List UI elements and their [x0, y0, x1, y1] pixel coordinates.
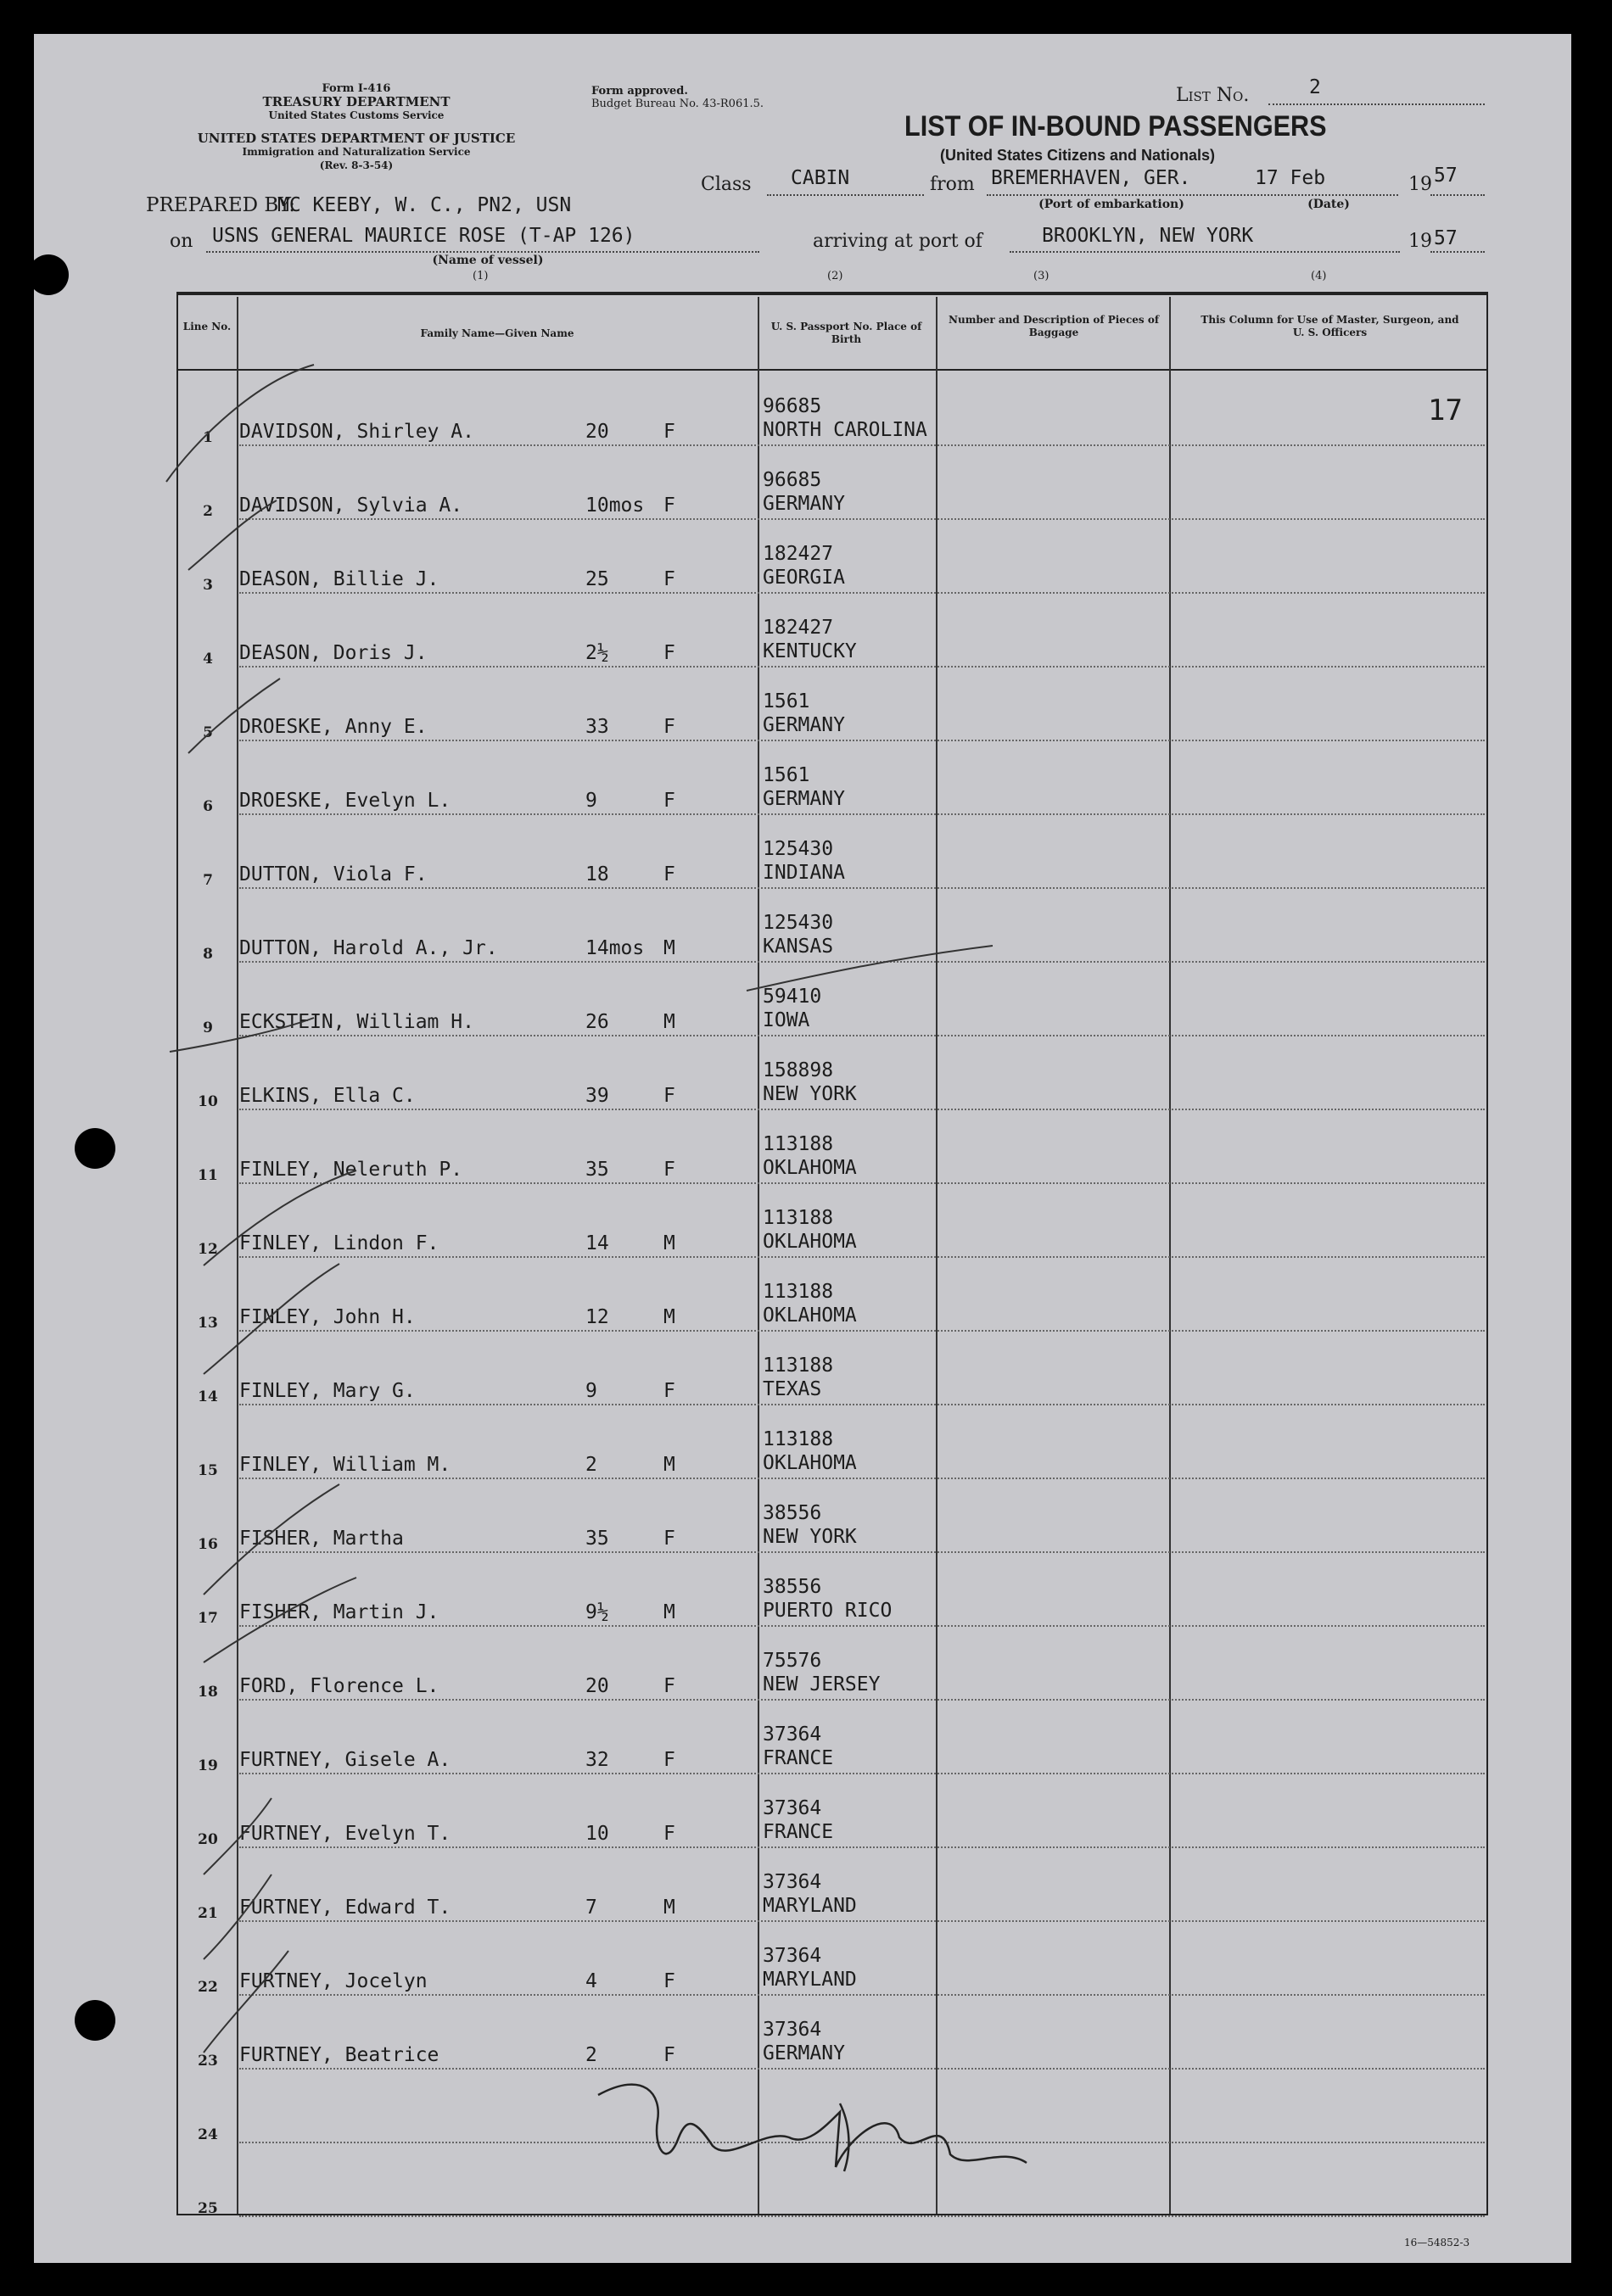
row-rule: [239, 1773, 1485, 1774]
row-rule: [239, 1625, 1485, 1627]
punch-hole-top: [28, 254, 69, 295]
rev-line: (Rev. 8-3-54): [319, 159, 394, 171]
year-prefix-1: 19: [1408, 174, 1432, 195]
passport-number: 125430: [763, 838, 834, 860]
line-number: 9: [203, 1020, 213, 1036]
passenger-sex: F: [663, 568, 675, 590]
birthplace: IOWA: [763, 1009, 810, 1031]
table-row: [0, 464, 1612, 538]
row-rule: [239, 813, 1485, 815]
table-row: [0, 538, 1612, 612]
vessel-caption: (Name of vessel): [432, 254, 544, 267]
document-subtitle: (United States Citizens and Nationals): [940, 147, 1216, 164]
print-code: 16—54852-3: [1404, 2237, 1470, 2249]
passenger-sex: F: [663, 1085, 675, 1107]
passenger-name: DAVIDSON, Shirley A.: [239, 421, 474, 443]
birthplace: PUERTO RICO: [763, 1600, 893, 1622]
passenger-age: 4: [585, 1970, 597, 1992]
passenger-age: 26: [585, 1011, 609, 1033]
passenger-age: 35: [585, 1528, 609, 1550]
passenger-name: FINLEY, John H.: [239, 1306, 416, 1328]
passenger-sex: M: [663, 1454, 675, 1476]
passenger-age: 9: [585, 790, 597, 812]
list-no-label: List No.: [1176, 85, 1250, 106]
table-row: [0, 907, 1612, 980]
passenger-age: 18: [585, 863, 609, 885]
year-value-1: 57: [1434, 165, 1458, 187]
line-number: 8: [203, 946, 213, 963]
line-number: 12: [198, 1241, 218, 1258]
birthplace: OKLAHOMA: [763, 1157, 857, 1179]
passenger-age: 32: [585, 1749, 609, 1771]
table-row: [0, 1423, 1612, 1497]
passenger-age: 2½: [585, 642, 609, 664]
row-rule: [239, 2068, 1485, 2070]
line-number: 6: [203, 798, 213, 815]
year-line-2: [1430, 251, 1485, 253]
table-row: [0, 2161, 1612, 2235]
form-approved: Form approved.: [591, 85, 688, 98]
passenger-age: 20: [585, 421, 609, 443]
table-row: [0, 1792, 1612, 1866]
line-number: 22: [198, 1979, 218, 1996]
year-prefix-2: 19: [1408, 231, 1432, 252]
row-rule: [239, 1109, 1485, 1110]
on-label: on: [170, 231, 193, 252]
passenger-name: FINLEY, Lindon F.: [239, 1232, 439, 1254]
row-rule: [239, 1551, 1485, 1553]
passenger-sex: M: [663, 1897, 675, 1919]
passenger-age: 33: [585, 716, 609, 738]
prepared-by-label: PREPARED BY:: [146, 194, 296, 216]
passenger-name: DEASON, Billie J.: [239, 568, 439, 590]
passport-number: 37364: [763, 2019, 822, 2041]
table-row: [0, 1497, 1612, 1571]
passenger-age: 14: [585, 1232, 609, 1254]
line-number: 20: [198, 1831, 218, 1848]
passenger-sex: F: [663, 1528, 675, 1550]
line-number: 24: [198, 2126, 218, 2143]
customs-line: United States Customs Service: [268, 109, 445, 121]
birthplace: TEXAS: [763, 1378, 822, 1400]
passenger-age: 12: [585, 1306, 609, 1328]
document-title: LIST OF IN-BOUND PASSENGERS: [904, 110, 1327, 142]
doj-line: UNITED STATES DEPARTMENT OF JUSTICE: [197, 131, 516, 146]
passenger-sex: F: [663, 1749, 675, 1771]
passenger-age: 35: [585, 1159, 609, 1181]
passenger-age: 14mos: [585, 937, 645, 959]
birthplace: FRANCE: [763, 1821, 834, 1843]
passenger-sex: F: [663, 494, 675, 517]
row-rule: [239, 1035, 1485, 1036]
passenger-age: 2: [585, 1454, 597, 1476]
birthplace: MARYLAND: [763, 1895, 857, 1917]
row-rule: [239, 740, 1485, 741]
row-rule: [239, 1994, 1485, 1996]
passenger-name: FURTNEY, Edward T.: [239, 1897, 451, 1919]
column-number-1: (1): [473, 270, 489, 282]
passenger-age: 20: [585, 1675, 609, 1697]
passport-number: 182427: [763, 617, 834, 639]
passport-number: 113188: [763, 1133, 834, 1155]
line-number: 13: [198, 1315, 218, 1332]
list-no-line: [1268, 103, 1485, 105]
row-rule: [239, 1699, 1485, 1701]
birthplace: KENTUCKY: [763, 640, 857, 662]
line-number: 15: [198, 1462, 218, 1479]
passenger-sex: F: [663, 1159, 675, 1181]
line-number: 23: [198, 2053, 218, 2070]
birthplace: GERMANY: [763, 493, 845, 515]
passport-number: 37364: [763, 1723, 822, 1746]
passenger-sex: F: [663, 1823, 675, 1845]
passenger-sex: F: [663, 1970, 675, 1992]
passenger-sex: M: [663, 1232, 675, 1254]
table-row: [0, 685, 1612, 759]
row-rule: [239, 887, 1485, 889]
passport-number: 59410: [763, 986, 822, 1008]
line-number: 14: [198, 1388, 218, 1405]
table-top-rule: [176, 292, 1488, 295]
header-officers: This Column for Use of Master, Surgeon, and U. S. Officers: [1201, 314, 1459, 338]
birthplace: NEW YORK: [763, 1083, 857, 1105]
line-number: 10: [198, 1093, 218, 1110]
class-label: Class: [701, 174, 752, 195]
table-row: [0, 1202, 1612, 1276]
passenger-sex: M: [663, 1011, 675, 1033]
row-rule: [239, 1404, 1485, 1405]
passport-number: 125430: [763, 912, 834, 934]
from-line: [987, 194, 1398, 196]
passenger-age: 2: [585, 2044, 597, 2066]
passenger-sex: M: [663, 937, 675, 959]
passenger-sex: M: [663, 1306, 675, 1328]
passenger-sex: F: [663, 1380, 675, 1402]
table-row: [0, 1276, 1612, 1349]
table-row: [0, 980, 1612, 1054]
row-rule: [239, 592, 1485, 594]
passenger-sex: F: [663, 642, 675, 664]
birthplace: FRANCE: [763, 1747, 834, 1769]
table-row: [0, 1866, 1612, 1940]
passport-number: 38556: [763, 1576, 822, 1598]
table-row: [0, 1571, 1612, 1645]
passenger-name: FINLEY, Mary G.: [239, 1380, 416, 1402]
passenger-age: 39: [585, 1085, 609, 1107]
passport-number: 113188: [763, 1207, 834, 1229]
passport-number: 37364: [763, 1871, 822, 1893]
prepared-by-value: MC KEEBY, W. C., PN2, USN: [277, 194, 572, 216]
row-rule: [239, 2215, 1485, 2217]
arriving-label: arriving at port of: [813, 231, 982, 252]
ins-line: Immigration and Naturalization Service: [242, 146, 471, 158]
passenger-name: FISHER, Martin J.: [239, 1601, 439, 1623]
line-number: 17: [198, 1610, 218, 1627]
passport-number: 182427: [763, 543, 834, 565]
passport-number: 96685: [763, 395, 822, 417]
passenger-sex: F: [663, 790, 675, 812]
table-row: [0, 1718, 1612, 1792]
birthplace: OKLAHOMA: [763, 1304, 857, 1327]
column-number-4: (4): [1311, 270, 1327, 282]
passport-number: 96685: [763, 469, 822, 491]
row-rule: [239, 1182, 1485, 1184]
birthplace: OKLAHOMA: [763, 1231, 857, 1253]
line-number: 19: [198, 1757, 218, 1774]
embarkation-date-value: 17 Feb: [1255, 167, 1326, 189]
column-number-2: (2): [827, 270, 843, 282]
line-number: 11: [198, 1167, 218, 1184]
passport-number: 113188: [763, 1355, 834, 1377]
birthplace: OKLAHOMA: [763, 1452, 857, 1474]
passenger-age: 9: [585, 1380, 597, 1402]
birthplace: GERMANY: [763, 2042, 845, 2064]
line-number: 5: [203, 724, 213, 741]
passenger-name: FURTNEY, Evelyn T.: [239, 1823, 451, 1845]
vessel-line: [206, 251, 759, 253]
passenger-name: FINLEY, Neleruth P.: [239, 1159, 463, 1181]
passenger-name: FURTNEY, Jocelyn: [239, 1970, 428, 1992]
table-row: [0, 612, 1612, 685]
table-row: [0, 2014, 1612, 2087]
passenger-name: FISHER, Martha: [239, 1528, 404, 1550]
line-number: 4: [203, 651, 213, 668]
header-name: Family Name—Given Name: [420, 327, 574, 339]
passenger-name: ELKINS, Ella C.: [239, 1085, 416, 1107]
passport-number: 113188: [763, 1428, 834, 1450]
passenger-sex: F: [663, 716, 675, 738]
line-number: 3: [203, 577, 213, 594]
passenger-age: 7: [585, 1897, 597, 1919]
passenger-sex: F: [663, 1675, 675, 1697]
year-value-2: 57: [1434, 227, 1458, 249]
header-baggage: Number and Description of Pieces of Baggage: [949, 314, 1159, 338]
passenger-sex: M: [663, 1601, 675, 1623]
row-rule: [239, 518, 1485, 520]
row-rule: [239, 1330, 1485, 1332]
row-rule: [239, 1920, 1485, 1922]
passenger-name: FURTNEY, Beatrice: [239, 2044, 439, 2066]
embarkation-caption: (Port of embarkation): [1038, 198, 1184, 211]
arrival-port-value: BROOKLYN, NEW YORK: [1042, 225, 1254, 247]
from-label: from: [930, 174, 975, 195]
port-line: [1010, 251, 1400, 253]
passenger-sex: F: [663, 421, 675, 443]
officer-note: 17: [1428, 394, 1463, 427]
passport-number: 1561: [763, 690, 810, 712]
passenger-age: 25: [585, 568, 609, 590]
class-line: [767, 194, 924, 196]
birthplace: MARYLAND: [763, 1969, 857, 1991]
row-rule: [239, 444, 1485, 446]
header-line-no: Line No.: [182, 321, 232, 332]
row-rule: [239, 2142, 1485, 2143]
passport-number: 37364: [763, 1945, 822, 1967]
row-rule: [239, 1256, 1485, 1258]
birthplace: NORTH CAROLINA: [763, 419, 927, 441]
budget-bureau: Budget Bureau No. 43-R061.5.: [591, 98, 764, 110]
passenger-sex: F: [663, 863, 675, 885]
passport-number: 75576: [763, 1650, 822, 1672]
table-row: [0, 1054, 1612, 1128]
class-value: CABIN: [791, 167, 850, 189]
treasury-line: TREASURY DEPARTMENT: [262, 94, 451, 109]
date-caption: (Date): [1307, 198, 1350, 211]
passenger-name: DAVIDSON, Sylvia A.: [239, 494, 463, 517]
column-number-3: (3): [1033, 270, 1049, 282]
passenger-name: DUTTON, Harold A., Jr.: [239, 937, 498, 959]
vessel-value: USNS GENERAL MAURICE ROSE (T-AP 126): [212, 225, 635, 247]
passenger-name: ECKSTEIN, William H.: [239, 1011, 474, 1033]
table-row: [0, 390, 1612, 464]
passenger-name: FURTNEY, Gisele A.: [239, 1749, 451, 1771]
table-row: [0, 1645, 1612, 1718]
line-number: 18: [198, 1684, 218, 1701]
embarkation-port-value: BREMERHAVEN, GER.: [991, 167, 1191, 189]
row-rule: [239, 961, 1485, 963]
table-row: [0, 2087, 1612, 2161]
table-row: [0, 833, 1612, 907]
line-number: 7: [203, 872, 213, 889]
table-header-rule: [176, 369, 1488, 371]
list-no-value: 2: [1309, 76, 1321, 98]
passenger-name: DROESKE, Anny E.: [239, 716, 428, 738]
line-number: 25: [198, 2200, 218, 2217]
line-number: 21: [198, 1905, 218, 1922]
header-passport: U. S. Passport No. Place of Birth: [770, 321, 922, 345]
passenger-name: FORD, Florence L.: [239, 1675, 439, 1697]
birthplace: GERMANY: [763, 714, 845, 736]
passport-number: 158898: [763, 1059, 834, 1081]
row-rule: [239, 1846, 1485, 1848]
passenger-age: 9½: [585, 1601, 609, 1623]
passport-number: 38556: [763, 1502, 822, 1524]
birthplace: GERMANY: [763, 788, 845, 810]
table-row: [0, 1940, 1612, 2014]
table-row: [0, 1128, 1612, 1202]
table-row: [0, 759, 1612, 833]
year-line-1: [1430, 194, 1485, 196]
table-row: [0, 1349, 1612, 1423]
birthplace: NEW YORK: [763, 1526, 857, 1548]
passenger-name: DEASON, Doris J.: [239, 642, 428, 664]
birthplace: KANSAS: [763, 936, 834, 958]
birthplace: GEORGIA: [763, 567, 845, 589]
passport-number: 1561: [763, 764, 810, 786]
row-rule: [239, 1478, 1485, 1479]
passenger-name: DROESKE, Evelyn L.: [239, 790, 451, 812]
birthplace: INDIANA: [763, 862, 845, 884]
form-number: Form I-416: [322, 82, 391, 95]
passenger-age: 10: [585, 1823, 609, 1845]
passport-number: 113188: [763, 1281, 834, 1303]
row-rule: [239, 666, 1485, 668]
line-number: 2: [203, 503, 213, 520]
passenger-name: DUTTON, Viola F.: [239, 863, 428, 885]
line-number: 16: [198, 1536, 218, 1553]
passenger-sex: F: [663, 2044, 675, 2066]
passenger-age: 10mos: [585, 494, 645, 517]
passenger-name: FINLEY, William M.: [239, 1454, 451, 1476]
birthplace: NEW JERSEY: [763, 1673, 881, 1695]
line-number: 1: [203, 429, 213, 446]
passport-number: 37364: [763, 1797, 822, 1819]
